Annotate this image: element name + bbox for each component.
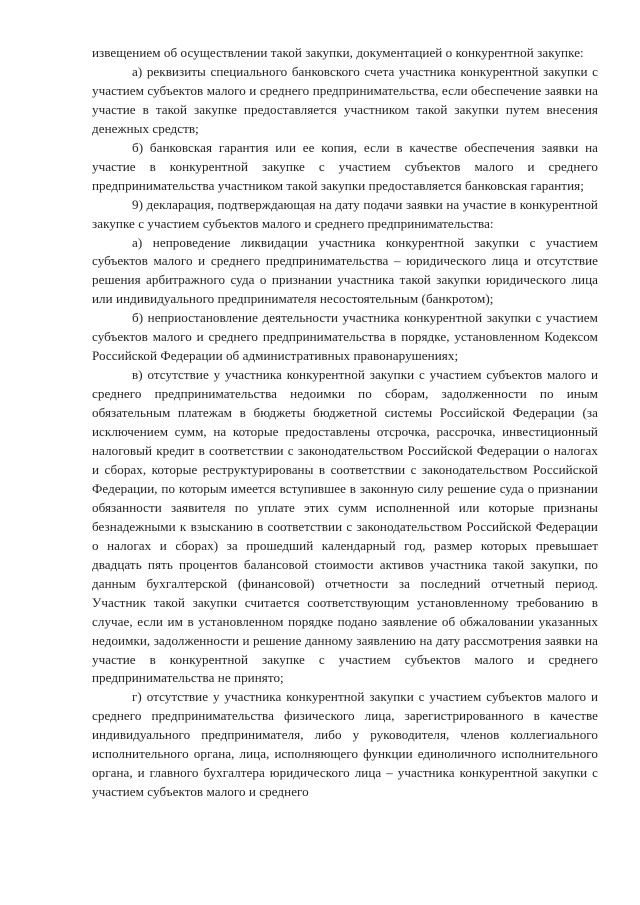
paragraph-item-9-declaration: 9) декларация, подтверждающая на дату подачи заявки на участие в конкурентной закупке с участием субъектов малого и среднего предпринимательства: [92,196,598,231]
paragraph-item-v-no-arrears: в) отсутствие у участника конкурентной закупки с участием субъектов малого и среднего предпринимательства недоимки по сборам, задолженности по иным обязательным платежам в бюджеты бюджетной системы Российской Федерации (за исключением сумм, на которые предоставлены отсрочка, рассрочка, инвестиционный налоговый кредит в соответствии с законодательством Российской Федерации о налогах и сборах, которые реструктурированы в соответствии с законодательством Российской Федерации, по которым имеется вступившее в законную силу решение суда о признании обязанности заявителя по уплате этих сумм исполненной или которые признаны безнадежными к взысканию в соответствии с законодательством Российской Федерации о налогах и сборах) за прошедший календарный год, размер которых превышает двадцать пять процентов балансовой стоимости активов участника такой закупки, по данным бухгалтерской (финансовой) отчетности за последний отчетный период. Участник такой закупки считается соответствующим установленному требованию в случае, если им в установленном порядке подано заявление об обжаловании указанных недоимки, задолженности и решение данному заявлению на дату рассмотрения заявки на участие в конкурентной закупке с участием субъектов малого и среднего предпринимательства не принято; [92,367,598,686]
paragraph-item-b-no-suspension: б) неприостановление деятельности участника конкурентной закупки с участием субъектов малого и среднего предпринимательства в порядке, установленном Кодексом Российской Федерации об административных правонарушениях; [92,310,598,364]
document-page [92,44,598,802]
paragraph-item-g-no-criminal-record: г) отсутствие у участника конкурентной закупки с участием субъектов малого и среднего предпринимательства физического лица, зарегистрированного в качестве индивидуального предпринимателя, либо у руководителя, членов коллегиального исполнительного органа, лица, исполняющего функции единоличного исполнительного органа, и главного бухгалтера юридического лица – участника конкурентной закупки с участием субъектов малого и среднего [92,689,598,800]
paragraph-continuation: извещением об осуществлении такой закупки, документацией о конкурентной закупке: [92,45,584,60]
paragraph-item-a-bank-account: а) реквизиты специального банковского счета участника конкурентной закупки с участием субъектов малого и среднего предпринимательства, если обеспечение заявки на участие в такой закупке предоставляется участником такой закупки путем внесения денежных средств; [92,63,598,136]
paragraph-item-a-no-liquidation: а) непроведение ликвидации участника конкурентной закупки с участием субъектов малого и среднего предпринимательства – юридического лица и отсутствие решения арбитражного суда о признании участника такой закупки юридического лица или индивидуального предпринимателя несостоятельным (банкротом); [92,234,598,307]
paragraph-item-b-bank-guarantee: б) банковская гарантия или ее копия, если в качестве обеспечения заявки на участие в конкурентной закупке с участием субъектов малого и среднего предпринимательства участником такой закупки предоставляется банковская гарантия; [92,139,598,193]
